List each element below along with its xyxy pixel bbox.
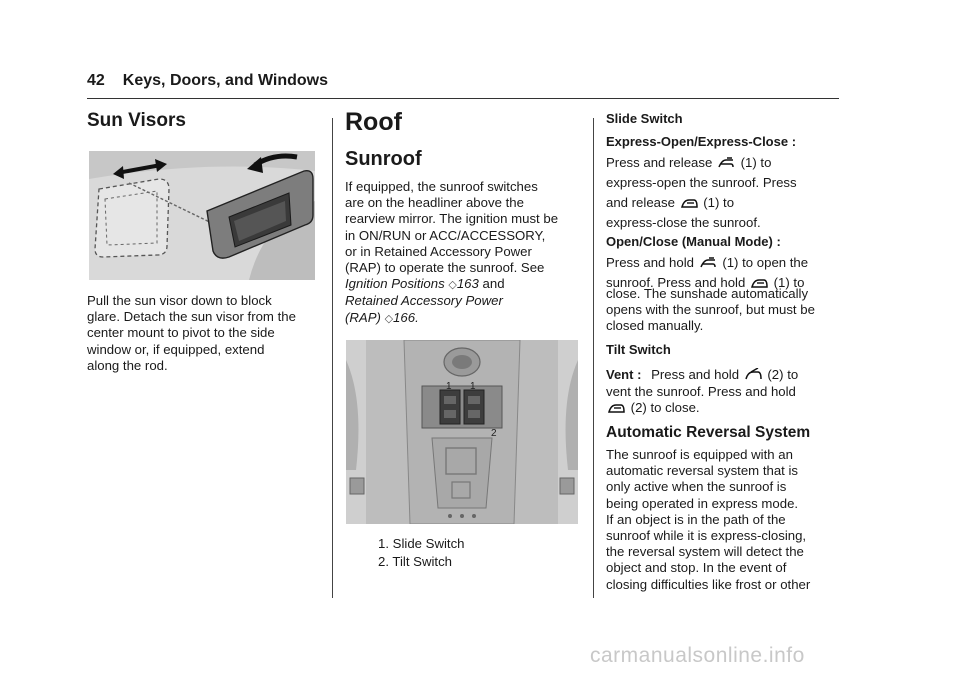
express-body: Press and release (1) to express-open the sunroof. Press and release (1) to express-close the sunroof. <box>606 155 797 230</box>
sun-visors-heading: Sun Visors <box>87 110 186 131</box>
figure-label-1b: 1 <box>470 381 476 392</box>
sunroof-vent-icon <box>745 368 762 381</box>
sunroof-body: If equipped, the sunroof switches are on the headliner above the rearview mirror. The ignition must be in ON/RUN or ACC/ACCESSORY, or in Retained Accessory Power (RAP) to operate the sunroof. See Ignition Positions ◇163 and Retained Accessory Power (RAP) ◇166. <box>345 179 585 327</box>
watermark: carmanualsonline.info <box>590 644 805 667</box>
sunroof-heading: Sunroof <box>345 148 422 170</box>
manual-mode-label: Open/Close (Manual Mode) : <box>606 234 781 249</box>
header-rule <box>87 98 839 99</box>
figure-label-2: 2 <box>491 428 497 439</box>
slide-switch-heading: Slide Switch <box>606 111 683 126</box>
manual-mode-body: Press and hold (1) to open the sunroof. Press and hold (1) to <box>606 255 809 290</box>
vent-body: Vent : Press and hold (2) to <box>606 367 799 382</box>
figure-captions <box>378 535 465 571</box>
sunroof-open-icon <box>700 257 717 269</box>
running-header <box>87 72 328 90</box>
sunroof-close-icon <box>608 402 625 414</box>
column-divider-2 <box>593 118 594 598</box>
sun-visor-illustration <box>89 151 315 280</box>
sunroof-close-icon <box>681 197 698 209</box>
caption-slide-switch: 1. Slide Switch <box>378 536 465 551</box>
sunroof-open-icon <box>718 157 735 169</box>
express-label: Express-Open/Express-Close : <box>606 134 797 149</box>
xref-arrow-icon: ◇ <box>448 279 457 292</box>
xref-ignition-positions[interactable]: Ignition Positions ◇163 and <box>345 276 505 292</box>
figure-label-1a: 1 <box>446 381 452 392</box>
xref-retained-accessory-power[interactable]: Retained Accessory Power <box>345 293 503 309</box>
automatic-reversal-heading: Automatic Reversal System <box>606 424 811 441</box>
tilt-switch-heading: Tilt Switch <box>606 342 671 357</box>
page-number: 42 <box>87 72 105 89</box>
caption-tilt-switch: 2. Tilt Switch <box>378 554 453 569</box>
vent-label: Vent : <box>606 367 642 382</box>
automatic-reversal-body: The sunroof is equipped with an automatic reversal system that is only active when the sunroof is being operated in express mode. If an object is in the path of the sunroof while it is express-closing, the reversal system will detect the object and stop. In the event of closing difficulties like frost or other <box>606 447 811 592</box>
vent-body-cont: vent the sunroof. Press and hold (2) to close. <box>606 384 796 416</box>
column-divider-1 <box>332 118 333 598</box>
sunroof-switch-illustration <box>346 340 578 524</box>
manual-mode-rest: close. The sunshade automatically opens with the sunroof, but must be closed manually. <box>606 286 815 334</box>
xref-arrow-icon: ◇ <box>384 312 394 325</box>
sun-visors-body: Pull the sun visor down to block glare. Detach the sun visor from the center mount to pivot to the side window or, if equipped, extend along the rod. <box>87 293 296 373</box>
header-title: Keys, Doors, and Windows <box>122 72 329 89</box>
xref-rap[interactable]: (RAP) ◇166. <box>345 309 419 325</box>
roof-heading: Roof <box>345 108 402 136</box>
